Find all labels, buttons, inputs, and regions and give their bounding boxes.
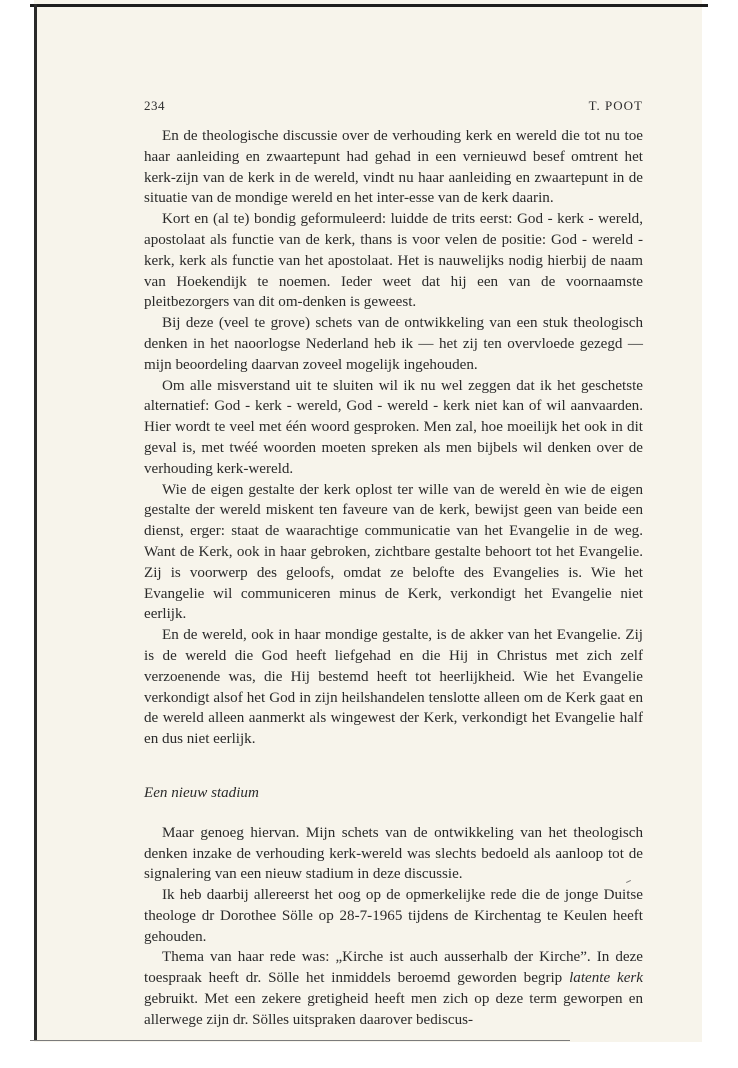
left-border [34, 4, 37, 1040]
bottom-border [30, 1040, 570, 1041]
paragraph: Wie de eigen gestalte der kerk oplost ter wille van de wereld èn wie de eigen gestalte der wereld miskent ten faveure van de kerk, bewijst geen van beide een dienst, erger: staat de waarachtige communicatie van het Evangelie in de weg. Want de Kerk, ook in haar gebroken, zichtbare gestalte behoort tot het Evangelie. Zij is voorwerp des geloofs, omdat ze belofte des Evangelies is. Wie het Evangelie wil communiceren minus de Kerk, verkondigt het Evangelie niet eerlijk. [144, 481, 643, 623]
running-head: T. POOT [588, 98, 643, 113]
paragraph: Ik heb daarbij allereerst het oog op de opmerkelijke rede die de jonge Duitse theologe dr Dorothee Sölle op 28-7-1965 tijdens de Kirchentag te Keulen heeft gehouden. [144, 887, 643, 945]
paragraph: En de wereld, ook in haar mondige gestalte, is de akker van het Evangelie. Zij is de wereld die God heeft liefgehad en die Hij in Christus met zich zelf verzoenende was, die Hij bestemd heeft tot heerlijkheid. Wie het Evangelie verkondigt alsof het God in zijn heilshandelen tenslotte alleen om de Kerk gaat en de wereld alleen aanmerkt als wingewest der Kerk, verkondigt het Evangelie half en dus niet eerlijk. [144, 627, 643, 748]
paragraph: Bij deze (veel te grove) schets van de ontwikkeling van een stuk theologisch denken in het naoorlogse Nederland heb ik — het zij ten overvloede gezegd — mijn beoordeling daarvan zoveel mogelijk ingehouden. [144, 315, 643, 373]
top-border [30, 4, 708, 7]
paragraph [144, 947, 643, 1030]
paragraph: Om alle misverstand uit te sluiten wil ik nu wel zeggen dat ik het geschetste alternatief: God - kerk - wereld, God - wereld - kerk niet kan of wil aanvaarden. Hier wordt te veel met één woord gesproken. Men zal, hoe moeilijk het ook in dit geval is, met twéé woorden moeten spreken als men bijbels wil denken over de verhouding kerk-wereld. [144, 377, 643, 477]
paragraph: En de theologische discussie over de verhouding kerk en wereld die tot nu toe haar aanleiding en zwaartepunt had gehad in een vernieuwd besef omtrent het kerk-zijn van de kerk in de wereld, vindt nu haar aanleiding en zwaartepunt in de situatie van de mondige wereld en het inter-esse van de kerk daarin. [144, 128, 643, 207]
article-body [144, 126, 643, 1031]
paragraph-text: Thema van haar rede was: „Kirche ist auch ausserhalb der Kirche”. In deze toespraak heeft dr. Sölle het inmiddels beroemd geworden begrip [144, 949, 643, 987]
page-header [144, 98, 643, 118]
paragraph-text: gebruikt. Met een zekere gretigheid heeft men zich op deze term geworpen en allerwege zijn dr. Sölles uitspraken daarover bediscus- [144, 991, 643, 1028]
page-number: 234 [144, 98, 165, 113]
latente-kerk-emphasis: latente kerk [569, 970, 643, 987]
paragraph: Kort en (al te) bondig geformuleerd: luidde de trits eerst: God - kerk - wereld, apostolaat als functie van de kerk, thans is voor velen de positie: God - wereld - kerk, kerk als functie van het apostolaat. Het is nauwelijks nodig hierbij de naam van Hoekendijk te noemen. Ieder weet dat hij een van de voornaamste pleitbezorgers van dit om-denken is geweest. [144, 211, 643, 311]
section-heading: Een nieuw stadium [144, 784, 259, 801]
paragraph: Maar genoeg hiervan. Mijn schets van de ontwikkeling van het theologisch denken inzake de verhouding kerk-wereld was slechts bedoeld als aanloop tot de signalering van een nieuw stadium in deze discussie. [144, 824, 643, 883]
